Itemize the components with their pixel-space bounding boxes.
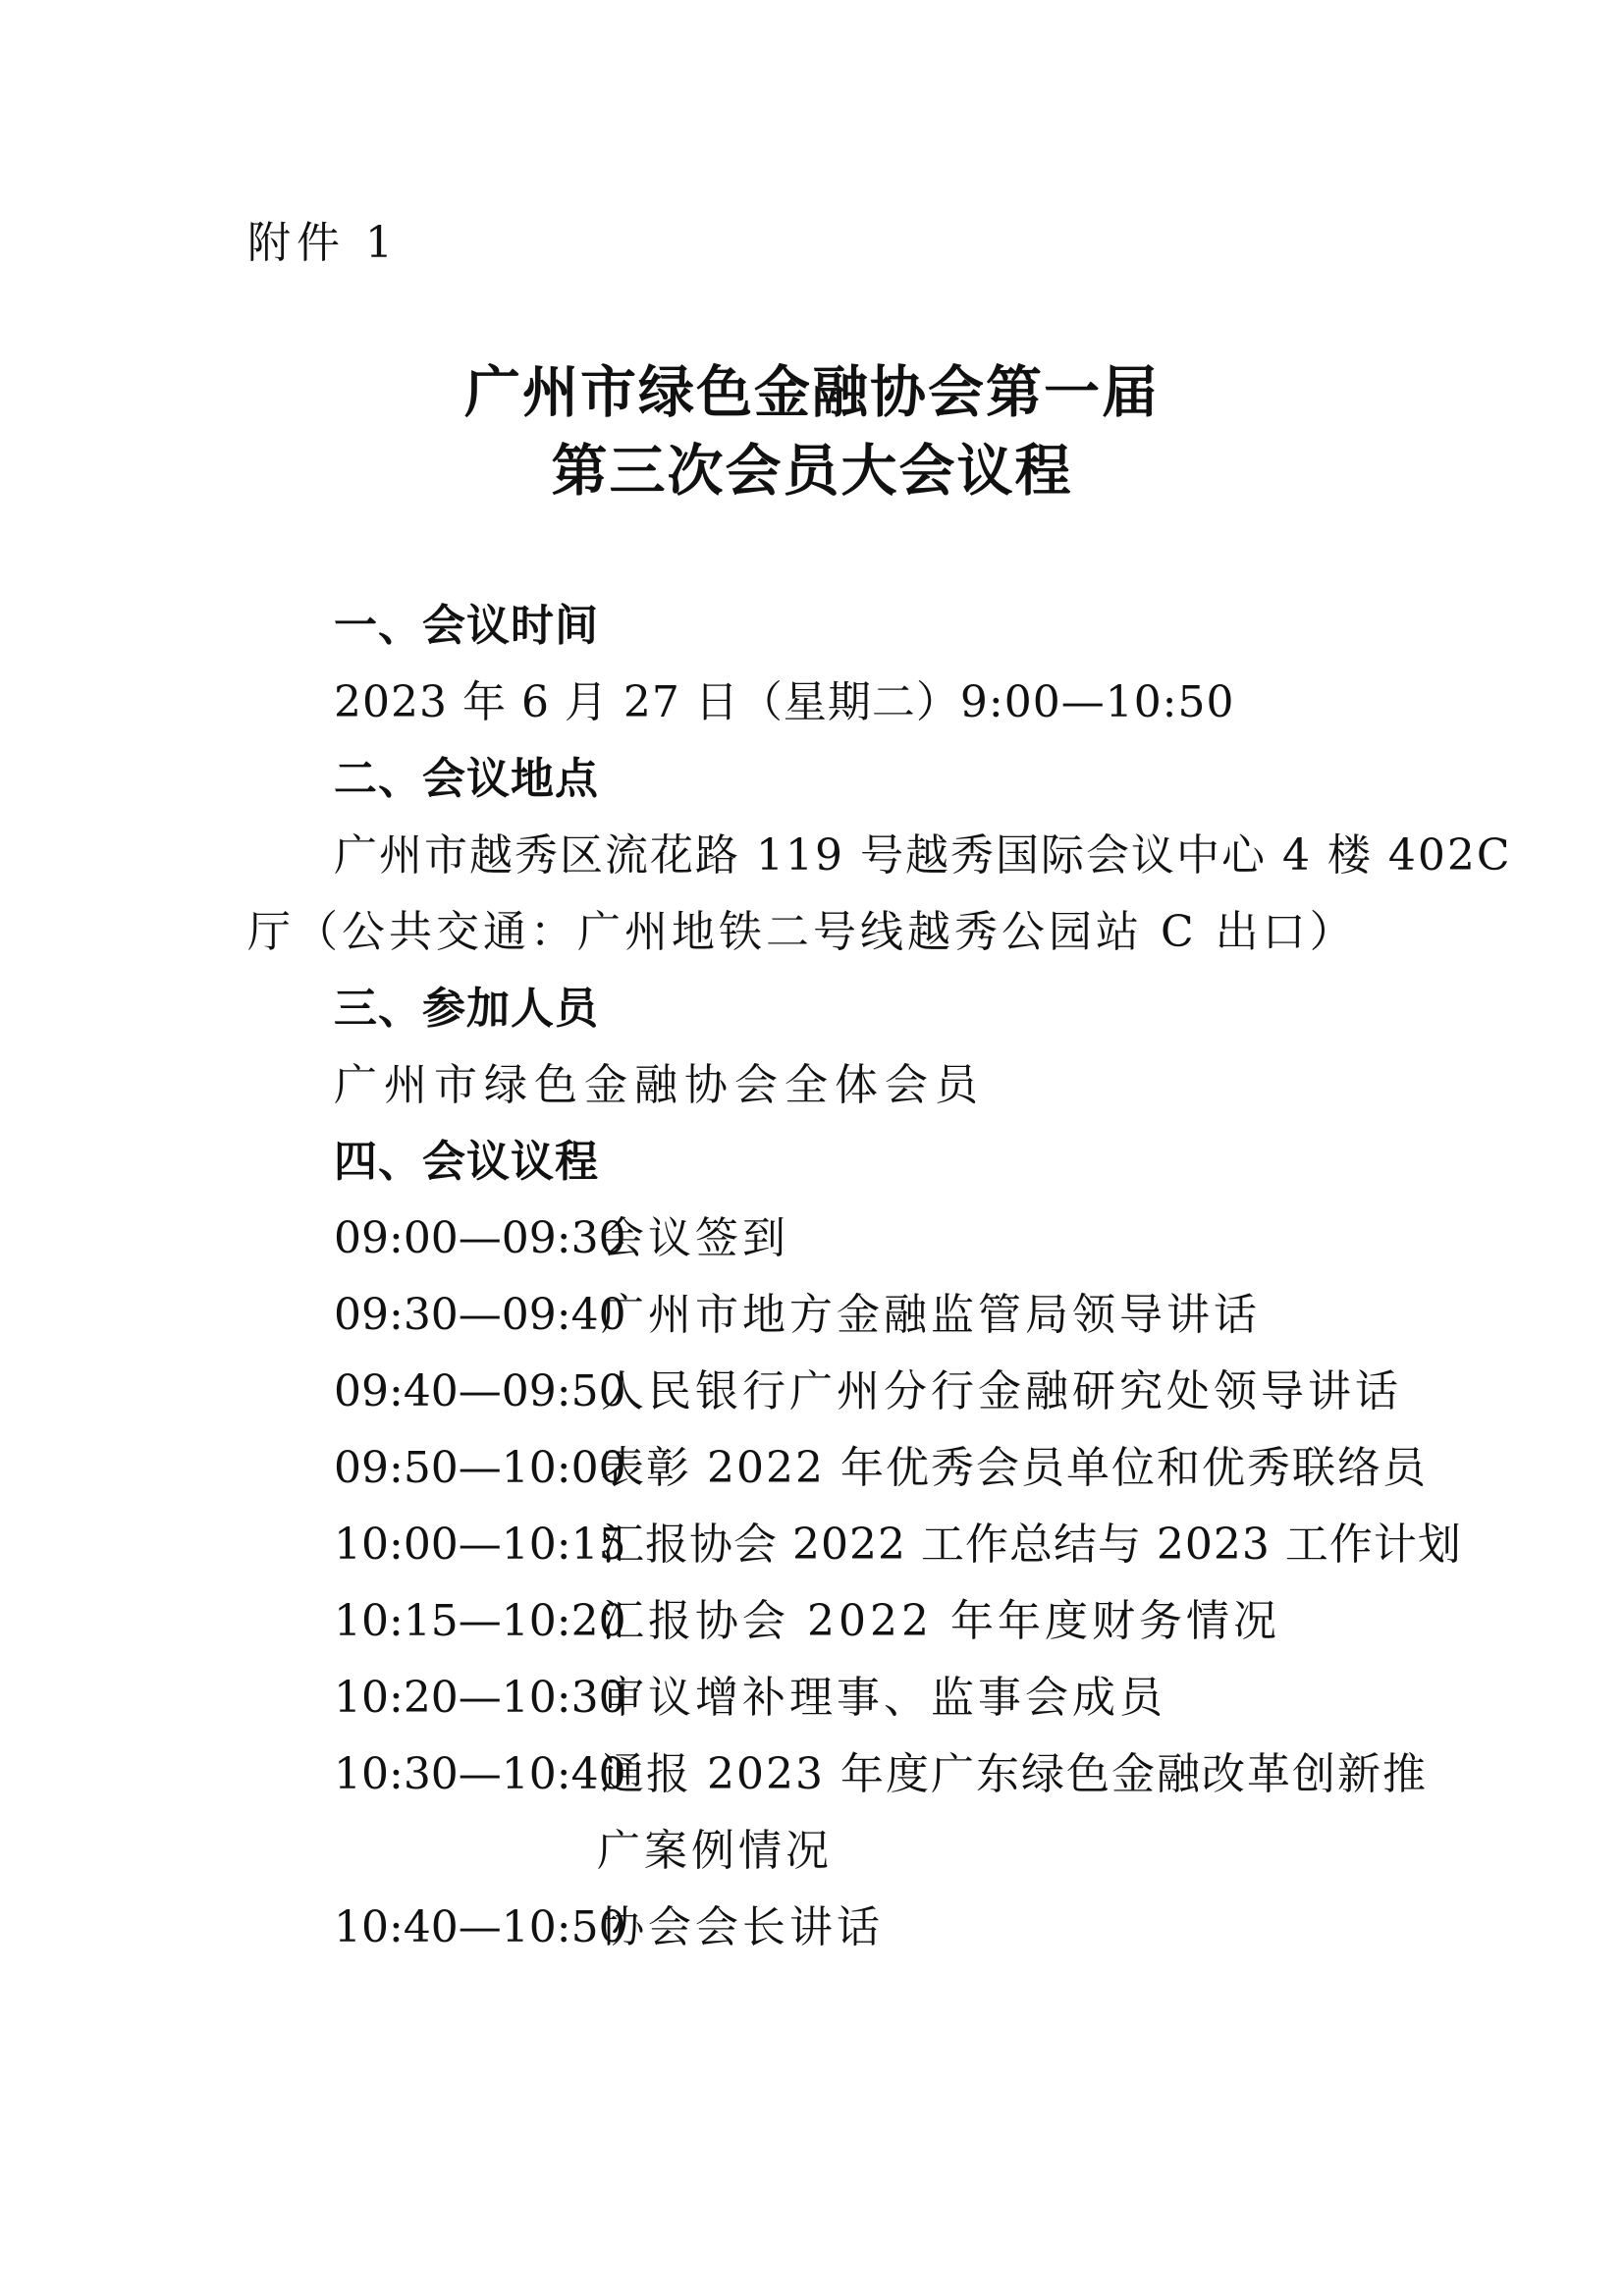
section-heading-location: 二、会议地点 bbox=[334, 754, 599, 804]
section-heading-agenda: 四、会议议程 bbox=[334, 1137, 599, 1187]
agenda-item-text: 协会会长讲话 bbox=[601, 1902, 884, 1952]
agenda-item-text: 会议签到 bbox=[601, 1213, 789, 1263]
agenda-time: 10:15—10:20 bbox=[334, 1596, 626, 1646]
agenda-time: 09:40—09:50 bbox=[334, 1366, 626, 1416]
section-heading-time: 一、会议时间 bbox=[334, 601, 599, 651]
agenda-time: 10:30—10:40 bbox=[334, 1749, 626, 1799]
agenda-item-text-continued: 广案例情况 bbox=[597, 1826, 833, 1876]
meeting-time-text: 2023 年 6 月 27 日（星期二）9:00—10:50 bbox=[334, 677, 1235, 727]
meeting-location-text-line-1: 广州市越秀区流花路 119 号越秀国际会议中心 4 楼 402C bbox=[334, 830, 1512, 881]
agenda-time: 09:30—09:40 bbox=[334, 1290, 626, 1340]
agenda-time: 10:20—10:30 bbox=[334, 1673, 626, 1723]
agenda-item-text: 通报 2023 年度广东绿色金融改革创新推 bbox=[601, 1749, 1428, 1799]
agenda-time: 09:00—09:30 bbox=[334, 1213, 626, 1263]
section-heading-attendees: 三、参加人员 bbox=[334, 984, 599, 1034]
agenda-item-text: 广州市地方金融监管局领导讲话 bbox=[601, 1290, 1261, 1340]
agenda-time: 10:00—10:15 bbox=[334, 1520, 626, 1570]
document-title-line-2: 第三次会员大会议程 bbox=[551, 439, 1073, 504]
document-title-line-1: 广州市绿色金融协会第一届 bbox=[464, 360, 1160, 425]
meeting-location-text-line-2: 厅（公共交通：广州地铁二号线越秀公园站 C 出口） bbox=[247, 907, 1357, 957]
agenda-item-text: 汇报协会 2022 年年度财务情况 bbox=[601, 1596, 1280, 1646]
agenda-item-text: 表彰 2022 年优秀会员单位和优秀联络员 bbox=[601, 1443, 1428, 1493]
agenda-time: 09:50—10:00 bbox=[334, 1443, 626, 1493]
attachment-label: 附件 1 bbox=[247, 218, 399, 268]
agenda-item-text: 审议增补理事、监事会成员 bbox=[601, 1673, 1166, 1723]
agenda-time: 10:40—10:50 bbox=[334, 1902, 626, 1952]
agenda-item-text: 人民银行广州分行金融研究处领导讲话 bbox=[601, 1366, 1402, 1416]
attendees-text: 广州市绿色金融协会全体会员 bbox=[334, 1060, 985, 1110]
agenda-item-text: 汇报协会 2022 工作总结与 2023 工作计划 bbox=[601, 1520, 1462, 1570]
